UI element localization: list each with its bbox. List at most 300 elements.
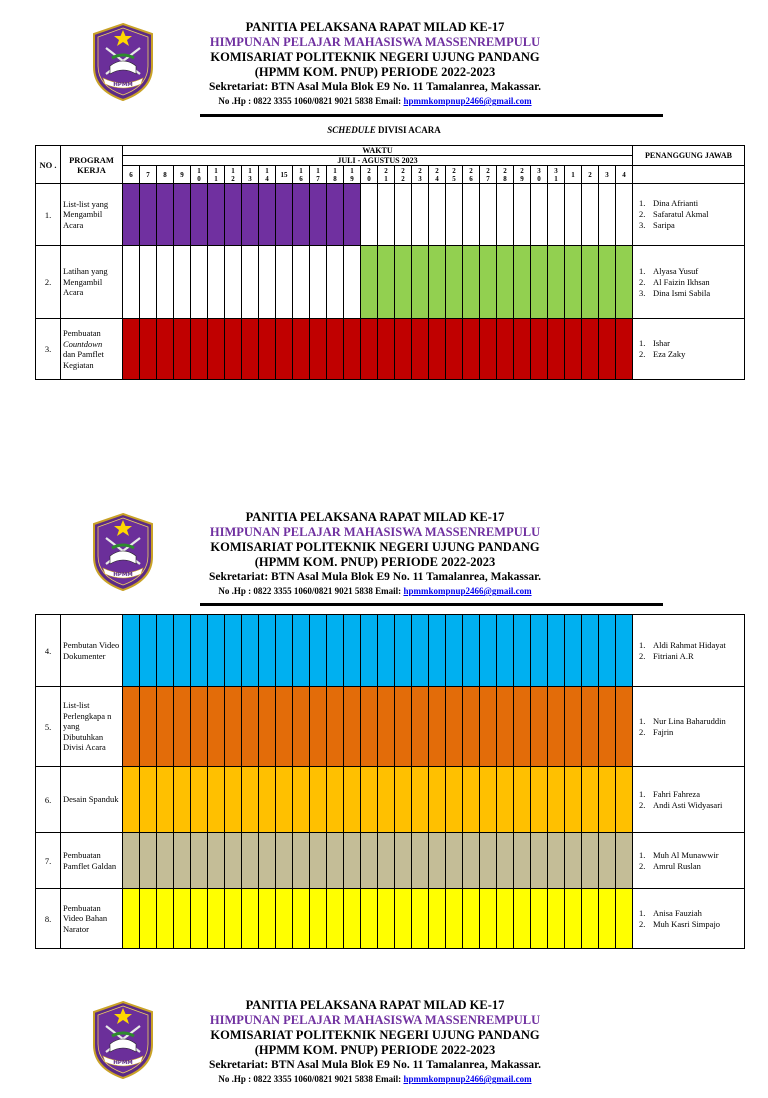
schedule-cell — [310, 246, 327, 319]
organization-name: HIMPUNAN PELAJAR MAHASISWA MASSENREMPULU — [209, 525, 541, 539]
schedule-table-page-1 — [35, 145, 745, 380]
header-waktu: WAKTU — [123, 146, 633, 156]
header-pic-blank — [633, 166, 745, 184]
schedule-cell — [412, 615, 429, 687]
schedule-cell — [327, 833, 344, 889]
schedule-cell — [157, 615, 174, 687]
pic-item: 1. Muh Al Munawwir — [639, 849, 719, 860]
schedule-cell — [327, 615, 344, 687]
contact-line: No .Hp : 0822 3355 1060/0821 9021 5838 Email: hpmmkompnup2466@gmail.com — [218, 586, 532, 596]
program-cell — [61, 889, 123, 949]
schedule-cell — [582, 319, 599, 380]
day-header: 1 8 — [327, 166, 344, 184]
commissariat-name: KOMISARIAT POLITEKNIK NEGERI UJUNG PANDANG — [210, 50, 540, 64]
schedule-cell — [565, 687, 582, 767]
schedule-cell — [616, 833, 633, 889]
schedule-cell — [480, 246, 497, 319]
day-header: 1 9 — [344, 166, 361, 184]
schedule-cell — [548, 615, 565, 687]
schedule-row — [36, 687, 745, 767]
schedule-cell — [582, 767, 599, 833]
schedule-cell — [395, 889, 412, 949]
schedule-cell — [344, 615, 361, 687]
pic-item: 1. Fahri Fahreza — [639, 788, 700, 799]
schedule-cell — [395, 767, 412, 833]
schedule-cell — [174, 767, 191, 833]
schedule-cell — [344, 889, 361, 949]
schedule-cell — [361, 889, 378, 949]
letterhead — [0, 510, 768, 610]
page-2 — [0, 510, 768, 934]
pic-cell — [633, 833, 745, 889]
pic-item: 1. Aldi Rahmat Hidayat — [639, 639, 726, 650]
schedule-cell — [242, 687, 259, 767]
schedule-cell — [276, 184, 293, 246]
day-header: 7 — [140, 166, 157, 184]
schedule-cell — [208, 767, 225, 833]
schedule-cell — [191, 889, 208, 949]
day-header: 8 — [157, 166, 174, 184]
schedule-cell — [616, 246, 633, 319]
schedule-cell — [497, 833, 514, 889]
schedule-cell — [174, 319, 191, 380]
letterhead — [0, 998, 768, 1098]
schedule-cell — [293, 687, 310, 767]
schedule-cell — [191, 184, 208, 246]
schedule-cell — [174, 615, 191, 687]
schedule-cell — [378, 687, 395, 767]
schedule-cell — [412, 184, 429, 246]
header-period: JULI - AGUSTUS 2023 — [123, 156, 633, 166]
schedule-cell — [208, 687, 225, 767]
schedule-cell — [378, 184, 395, 246]
row-number: 8. — [36, 889, 61, 949]
schedule-cell — [293, 246, 310, 319]
pic-item: 2. Safaratul Akmal — [639, 209, 709, 219]
schedule-cell — [361, 833, 378, 889]
schedule-cell — [259, 184, 276, 246]
day-header: 4 — [616, 166, 633, 184]
hpmm-logo-emblem — [90, 512, 156, 592]
schedule-cell — [565, 246, 582, 319]
contact-line: No .Hp : 0822 3355 1060/0821 9021 5838 Email: hpmmkompnup2466@gmail.com — [218, 1074, 532, 1084]
day-header: 2 3 — [412, 166, 429, 184]
schedule-cell — [514, 246, 531, 319]
pic-cell — [633, 246, 745, 319]
svg-text:HPMM: HPMM — [113, 82, 133, 88]
schedule-cell — [344, 246, 361, 319]
schedule-cell — [259, 833, 276, 889]
schedule-cell — [225, 246, 242, 319]
pic-item: 1. Dina Afrianti — [639, 198, 699, 208]
schedule-cell — [463, 319, 480, 380]
schedule-cell — [497, 687, 514, 767]
schedule-row — [36, 889, 745, 949]
day-header: 2 6 — [463, 166, 480, 184]
pic-cell — [633, 319, 745, 380]
schedule-cell — [497, 767, 514, 833]
day-header: 2 4 — [429, 166, 446, 184]
schedule-cell — [191, 767, 208, 833]
pic-item: 3. Saripa — [639, 220, 675, 230]
schedule-cell — [480, 767, 497, 833]
email-link[interactable]: hpmmkompnup2466@gmail.com — [403, 586, 532, 596]
program-text: List-list yang Mengambil Acara — [63, 198, 109, 230]
commissariat-name: KOMISARIAT POLITEKNIK NEGERI UJUNG PANDANG — [210, 540, 540, 554]
program-cell — [61, 687, 123, 767]
schedule-cell — [378, 889, 395, 949]
page-3 — [0, 998, 768, 1098]
secretariat-address: Sekretariat: BTN Asal Mula Blok E9 No. 11 Tamalanrea, Makassar. — [208, 1059, 542, 1071]
schedule-cell — [616, 767, 633, 833]
schedule-cell — [582, 615, 599, 687]
schedule-cell — [123, 889, 140, 949]
day-header: 1 2 — [225, 166, 242, 184]
schedule-cell — [531, 615, 548, 687]
schedule-cell — [616, 889, 633, 949]
schedule-cell — [327, 184, 344, 246]
day-header: 2 — [582, 166, 599, 184]
schedule-cell — [174, 184, 191, 246]
schedule-cell — [429, 319, 446, 380]
pic-item: 1. Nur Lina Baharuddin — [639, 715, 726, 726]
pic-cell — [633, 889, 745, 949]
day-header: 9 — [174, 166, 191, 184]
schedule-cell — [276, 833, 293, 889]
pic-item: 2. Eza Zaky — [639, 349, 686, 359]
schedule-cell — [378, 319, 395, 380]
schedule-cell — [259, 889, 276, 949]
schedule-cell — [276, 687, 293, 767]
schedule-cell — [480, 889, 497, 949]
schedule-cell — [463, 246, 480, 319]
program-text: Pembuatan — [63, 328, 101, 338]
organization-name: HIMPUNAN PELAJAR MAHASISWA MASSENREMPULU — [209, 35, 541, 49]
schedule-cell — [548, 833, 565, 889]
schedule-cell — [225, 767, 242, 833]
schedule-cell — [174, 833, 191, 889]
schedule-cell — [140, 889, 157, 949]
schedule-cell — [582, 687, 599, 767]
email-link[interactable]: hpmmkompnup2466@gmail.com — [403, 96, 532, 106]
row-number: 4. — [36, 615, 61, 687]
schedule-cell — [123, 246, 140, 319]
schedule-cell — [344, 833, 361, 889]
day-header: 2 9 — [514, 166, 531, 184]
program-text: dan Pamflet Kegiatan — [63, 349, 104, 370]
pic-item: 2. Al Faizin Ikhsan — [639, 276, 710, 287]
schedule-cell — [531, 184, 548, 246]
schedule-cell — [446, 246, 463, 319]
schedule-cell — [242, 833, 259, 889]
schedule-cell — [412, 319, 429, 380]
pic-cell — [633, 687, 745, 767]
schedule-cell — [191, 687, 208, 767]
schedule-cell — [174, 246, 191, 319]
schedule-cell — [310, 767, 327, 833]
schedule-cell — [599, 767, 616, 833]
day-header: 2 0 — [361, 166, 378, 184]
schedule-cell — [582, 889, 599, 949]
schedule-cell — [310, 889, 327, 949]
schedule-cell — [412, 889, 429, 949]
schedule-cell — [480, 319, 497, 380]
letterhead — [0, 20, 768, 120]
day-header: 1 1 — [208, 166, 225, 184]
schedule-cell — [446, 319, 463, 380]
program-cell — [61, 615, 123, 687]
schedule-cell — [412, 687, 429, 767]
schedule-cell — [412, 246, 429, 319]
schedule-cell — [395, 184, 412, 246]
schedule-cell — [208, 889, 225, 949]
schedule-cell — [599, 833, 616, 889]
schedule-cell — [327, 687, 344, 767]
schedule-cell — [310, 184, 327, 246]
schedule-cell — [276, 615, 293, 687]
schedule-cell — [531, 687, 548, 767]
pic-item: 3. Dina Ismi Sabila — [639, 287, 711, 298]
schedule-cell — [565, 615, 582, 687]
schedule-cell — [548, 184, 565, 246]
program-text: Pembuatan Video Bahan Narator — [63, 902, 108, 934]
day-header: 3 — [599, 166, 616, 184]
schedule-cell — [531, 767, 548, 833]
schedule-cell — [548, 767, 565, 833]
schedule-cell — [361, 246, 378, 319]
schedule-cell — [157, 833, 174, 889]
schedule-cell — [225, 889, 242, 949]
schedule-cell — [293, 615, 310, 687]
committee-title: PANITIA PELAKSANA RAPAT MILAD KE-17 — [245, 20, 505, 34]
period-line: (HPMM KOM. PNUP) PERIODE 2022-2023 — [254, 555, 496, 569]
schedule-cell — [208, 833, 225, 889]
schedule-cell — [140, 615, 157, 687]
organization-name: HIMPUNAN PELAJAR MAHASISWA MASSENREMPULU — [209, 1013, 541, 1027]
committee-title: PANITIA PELAKSANA RAPAT MILAD KE-17 — [245, 998, 505, 1012]
schedule-cell — [412, 833, 429, 889]
schedule-cell — [276, 767, 293, 833]
svg-text:HPMM: HPMM — [113, 572, 133, 578]
schedule-cell — [548, 319, 565, 380]
day-header: 3 1 — [548, 166, 565, 184]
pic-item: 1. Anisa Fauziah — [639, 907, 702, 918]
program-text: Pembuatan Pamflet Galdan — [63, 850, 117, 871]
schedule-cell — [259, 615, 276, 687]
schedule-cell — [157, 687, 174, 767]
schedule-cell — [259, 767, 276, 833]
schedule-cell — [140, 319, 157, 380]
schedule-cell — [446, 615, 463, 687]
day-header: 2 1 — [378, 166, 395, 184]
schedule-cell — [599, 246, 616, 319]
schedule-cell — [582, 184, 599, 246]
schedule-cell — [497, 319, 514, 380]
row-number: 1. — [36, 184, 61, 246]
schedule-cell — [140, 246, 157, 319]
schedule-cell — [429, 184, 446, 246]
program-cell — [61, 767, 123, 833]
schedule-cell — [123, 687, 140, 767]
schedule-cell — [616, 615, 633, 687]
schedule-cell — [208, 319, 225, 380]
schedule-cell — [599, 889, 616, 949]
schedule-cell — [378, 246, 395, 319]
schedule-row — [36, 767, 745, 833]
schedule-cell — [463, 615, 480, 687]
schedule-cell — [140, 184, 157, 246]
schedule-cell — [446, 767, 463, 833]
pic-item: 1. Ishar — [639, 338, 670, 348]
schedule-cell — [548, 889, 565, 949]
pic-cell — [633, 767, 745, 833]
schedule-cell — [514, 319, 531, 380]
schedule-cell — [395, 687, 412, 767]
day-header: 2 7 — [480, 166, 497, 184]
pic-item: 2. Muh Kasri Simpajo — [639, 918, 721, 929]
schedule-row — [36, 246, 745, 319]
schedule-cell — [293, 319, 310, 380]
row-number: 7. — [36, 833, 61, 889]
email-link[interactable]: hpmmkompnup2466@gmail.com — [403, 1074, 532, 1084]
pic-item: 2. Fitriani A.R — [639, 650, 694, 661]
schedule-cell — [446, 889, 463, 949]
schedule-cell — [344, 319, 361, 380]
schedule-cell — [293, 184, 310, 246]
schedule-cell — [565, 319, 582, 380]
schedule-row — [36, 615, 745, 687]
schedule-cell — [123, 319, 140, 380]
schedule-cell — [310, 687, 327, 767]
schedule-cell — [157, 319, 174, 380]
schedule-cell — [531, 833, 548, 889]
schedule-cell — [565, 833, 582, 889]
schedule-cell — [191, 246, 208, 319]
schedule-cell — [259, 687, 276, 767]
pic-cell — [633, 184, 745, 246]
schedule-cell — [174, 889, 191, 949]
pic-item: 1. Alyasa Yusuf — [639, 265, 699, 276]
schedule-cell — [123, 767, 140, 833]
day-header: 1 0 — [191, 166, 208, 184]
schedule-cell — [242, 246, 259, 319]
schedule-cell — [599, 184, 616, 246]
schedule-cell — [327, 767, 344, 833]
schedule-cell — [378, 833, 395, 889]
schedule-cell — [242, 615, 259, 687]
schedule-cell — [208, 184, 225, 246]
schedule-cell — [599, 615, 616, 687]
schedule-row — [36, 319, 745, 380]
page-1 — [0, 20, 768, 370]
schedule-cell — [276, 246, 293, 319]
schedule-cell — [174, 687, 191, 767]
secretariat-address: Sekretariat: BTN Asal Mula Blok E9 No. 11 Tamalanrea, Makassar. — [208, 571, 542, 583]
schedule-cell — [378, 615, 395, 687]
day-header: 1 6 — [293, 166, 310, 184]
day-header: 6 — [123, 166, 140, 184]
schedule-cell — [446, 687, 463, 767]
program-text: Latihan yang Mengambil Acara — [63, 266, 108, 298]
row-number: 5. — [36, 687, 61, 767]
schedule-cell — [242, 184, 259, 246]
schedule-cell — [361, 319, 378, 380]
schedule-cell — [361, 767, 378, 833]
schedule-cell — [514, 767, 531, 833]
schedule-cell — [463, 833, 480, 889]
schedule-cell — [259, 319, 276, 380]
schedule-cell — [327, 246, 344, 319]
schedule-cell — [395, 615, 412, 687]
schedule-cell — [582, 246, 599, 319]
day-header: 2 5 — [446, 166, 463, 184]
schedule-cell — [293, 889, 310, 949]
schedule-cell — [123, 184, 140, 246]
schedule-cell — [344, 687, 361, 767]
schedule-cell — [514, 833, 531, 889]
row-number: 2. — [36, 246, 61, 319]
schedule-cell — [327, 319, 344, 380]
schedule-cell — [429, 615, 446, 687]
schedule-row — [36, 184, 745, 246]
schedule-cell — [446, 184, 463, 246]
schedule-cell — [429, 889, 446, 949]
schedule-cell — [480, 184, 497, 246]
schedule-cell — [463, 687, 480, 767]
hpmm-logo-emblem — [90, 22, 156, 102]
schedule-cell — [276, 889, 293, 949]
schedule-cell — [514, 615, 531, 687]
header-no: NO . — [36, 146, 61, 184]
program-cell — [61, 184, 123, 246]
schedule-cell — [123, 833, 140, 889]
schedule-cell — [497, 615, 514, 687]
program-cell — [61, 246, 123, 319]
schedule-cell — [463, 184, 480, 246]
schedule-cell — [565, 889, 582, 949]
schedule-cell — [616, 319, 633, 380]
schedule-table-page-2 — [35, 614, 745, 949]
schedule-cell — [514, 184, 531, 246]
schedule-cell — [361, 687, 378, 767]
schedule-cell — [123, 615, 140, 687]
program-text: Pembutan Video Dokumenter — [63, 640, 120, 661]
row-number: 6. — [36, 767, 61, 833]
schedule-cell — [225, 615, 242, 687]
program-cell — [61, 319, 123, 380]
schedule-cell — [344, 184, 361, 246]
schedule-cell — [344, 767, 361, 833]
schedule-cell — [582, 833, 599, 889]
day-header: 3 0 — [531, 166, 548, 184]
schedule-cell — [616, 687, 633, 767]
schedule-cell — [531, 889, 548, 949]
schedule-cell — [395, 319, 412, 380]
schedule-cell — [480, 687, 497, 767]
schedule-cell — [361, 184, 378, 246]
schedule-cell — [293, 767, 310, 833]
schedule-cell — [242, 319, 259, 380]
schedule-cell — [225, 833, 242, 889]
schedule-cell — [395, 246, 412, 319]
schedule-cell — [208, 246, 225, 319]
schedule-cell — [242, 767, 259, 833]
schedule-cell — [599, 687, 616, 767]
schedule-cell — [327, 889, 344, 949]
schedule-row — [36, 833, 745, 889]
schedule-cell — [395, 833, 412, 889]
schedule-cell — [446, 833, 463, 889]
